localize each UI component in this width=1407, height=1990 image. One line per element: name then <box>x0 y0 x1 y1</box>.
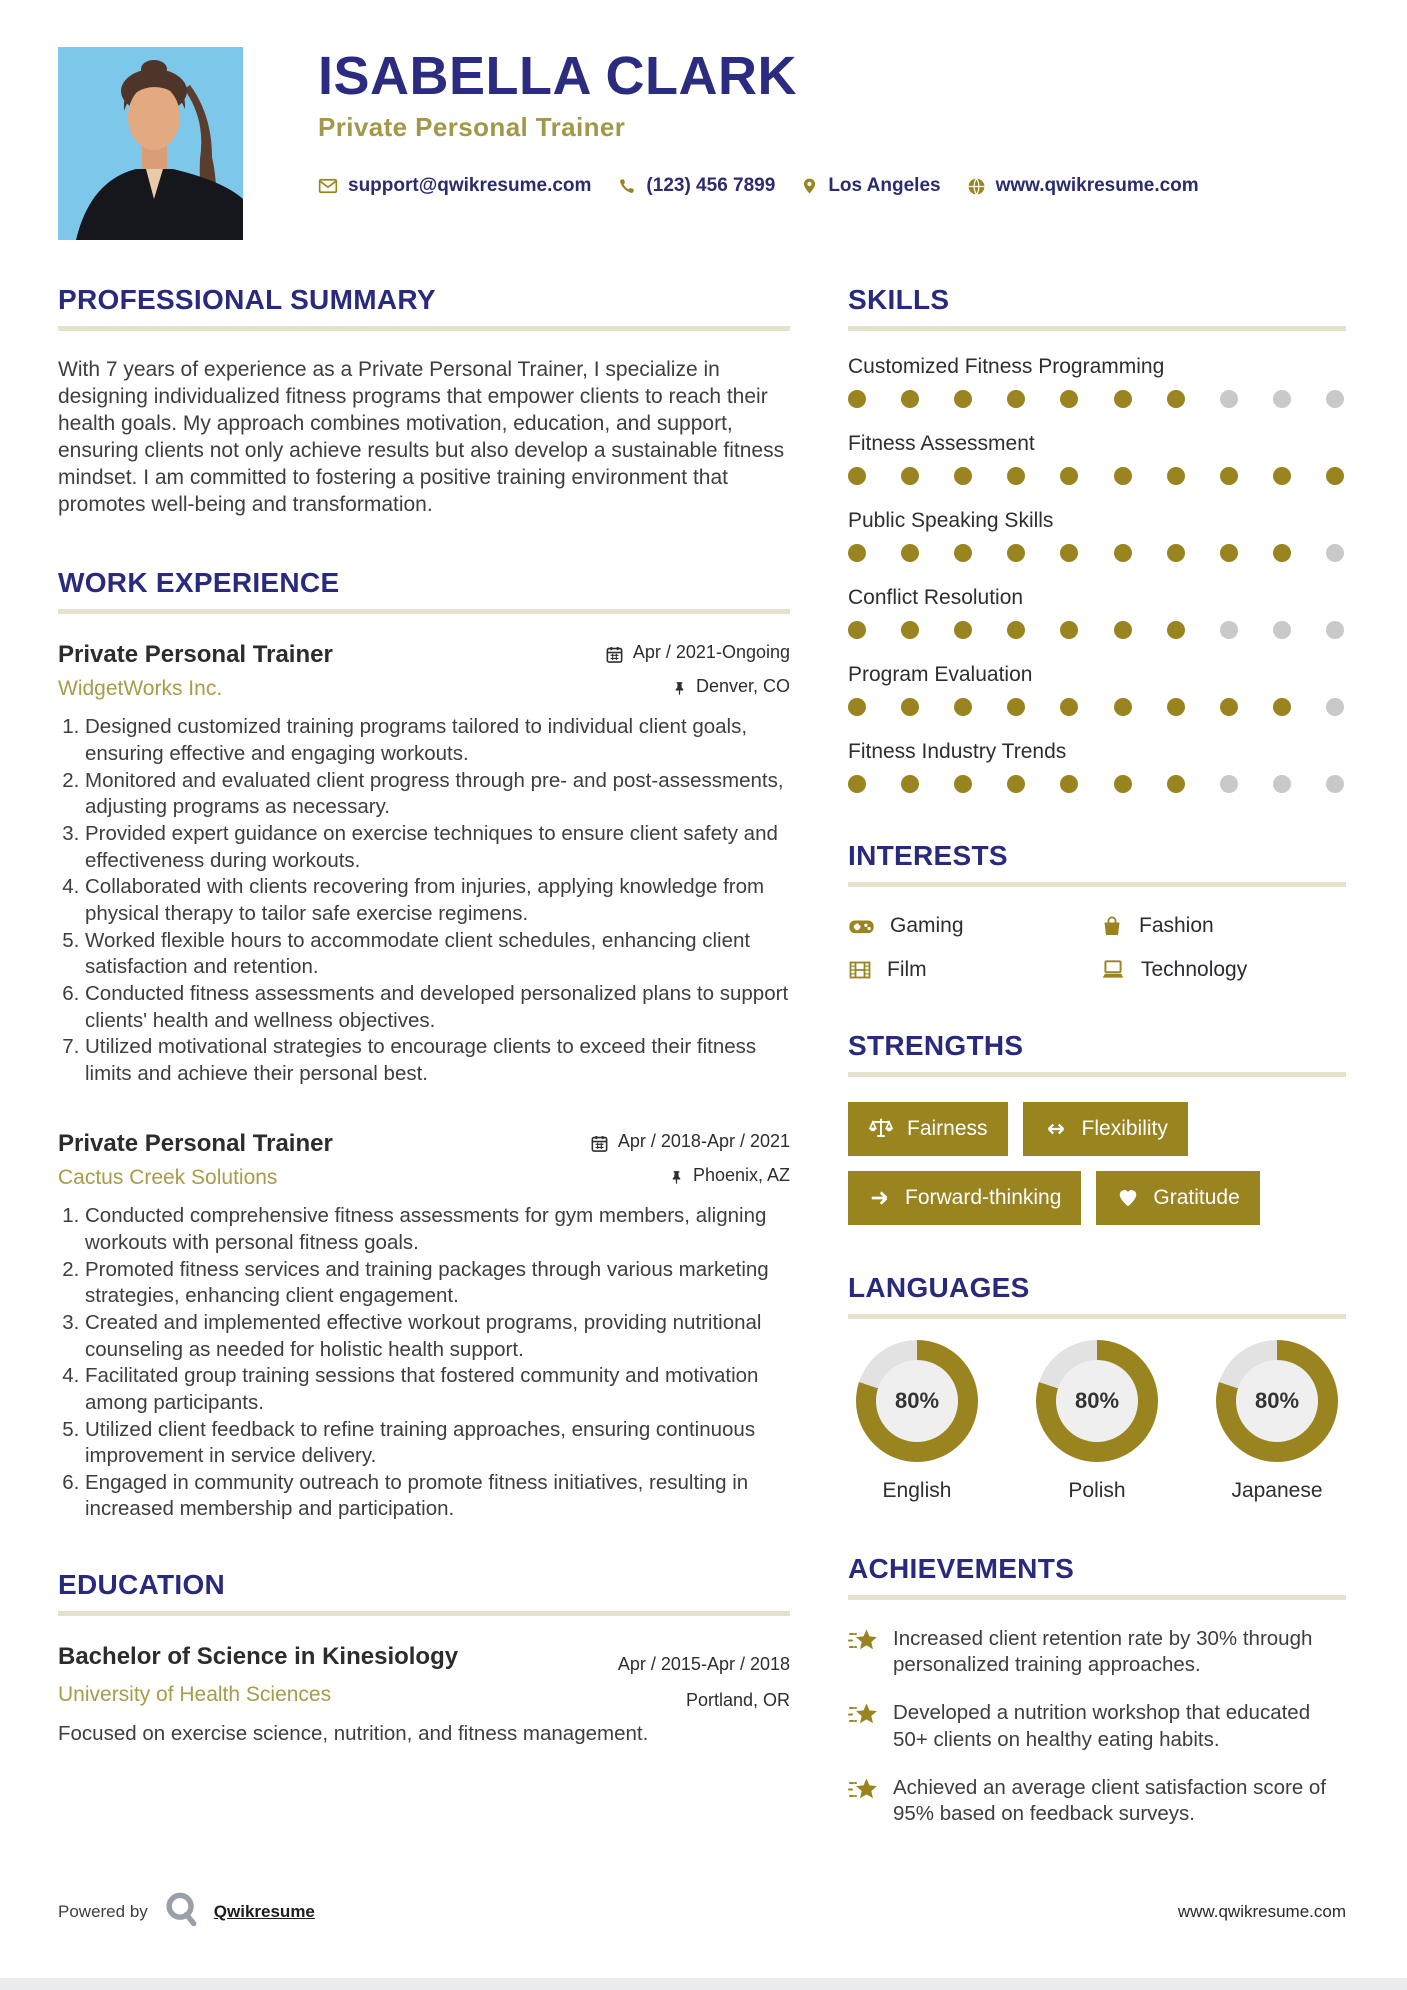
skill-dot-filled <box>848 390 866 408</box>
interest-item <box>1100 958 1346 982</box>
left-right-arrow-icon <box>1043 1118 1069 1140</box>
skill-item <box>848 509 1346 562</box>
skill-dot-filled <box>901 698 919 716</box>
job-bullet: 2. Monitored and evaluated client progress through pre- and post-assessments, adjusting programs as necessary. <box>85 768 790 821</box>
languages-heading: LANGUAGES <box>848 1272 1030 1303</box>
skill-rating <box>848 390 1346 408</box>
skill-item <box>848 355 1346 408</box>
contact-phone[interactable] <box>617 175 775 197</box>
skill-dot-empty <box>1273 621 1291 639</box>
film-icon <box>848 958 872 982</box>
company-name: WidgetWorks Inc. <box>58 677 223 701</box>
skill-dot-filled <box>1007 390 1025 408</box>
divider <box>848 1314 1346 1319</box>
powered-by-label: Powered by <box>58 1901 148 1921</box>
skill-dot-filled <box>1167 698 1185 716</box>
languages-list <box>848 1340 1346 1503</box>
skill-dot-filled <box>954 544 972 562</box>
contact-location-text: Los Angeles <box>828 175 941 196</box>
job-head <box>58 1130 790 1158</box>
languages-section <box>848 1272 1346 1503</box>
skills-list <box>848 355 1346 793</box>
language-percent: 80% <box>1056 1360 1138 1442</box>
laptop-icon <box>1100 958 1126 982</box>
strength-badge <box>848 1102 1008 1156</box>
language-donut <box>1216 1340 1338 1462</box>
strength-label: Fairness <box>907 1117 988 1140</box>
strength-badge <box>848 1171 1081 1225</box>
calendar-icon <box>605 645 624 664</box>
job-bullet: 4. Collaborated with clients recovering from injuries, applying knowledge from physical therapy to tailor safe exercise regimens. <box>85 874 790 927</box>
skill-dot-filled <box>848 698 866 716</box>
globe-icon <box>967 177 986 196</box>
skill-dot-empty <box>1326 621 1344 639</box>
education-dates <box>609 1654 790 1675</box>
strengths-section <box>848 1030 1346 1225</box>
skill-dot-filled <box>1060 621 1078 639</box>
skill-name: Conflict Resolution <box>848 586 1024 609</box>
skill-dot-empty <box>1273 390 1291 408</box>
school-name: University of Health Sciences <box>58 1682 332 1706</box>
job-location-text: Denver, CO <box>695 675 790 696</box>
skill-dot-filled <box>901 467 919 485</box>
skill-dot-filled <box>1007 775 1025 793</box>
skill-dot-empty <box>1220 390 1238 408</box>
job-bullet: 1. Designed customized training programs tailored to individual client goals, ensuring effective and engaging workouts. <box>85 714 790 767</box>
qwikresume-logo-icon <box>161 1889 201 1934</box>
strength-label: Flexibility <box>1081 1117 1168 1140</box>
language-donut <box>856 1340 978 1462</box>
skill-dot-empty <box>1220 621 1238 639</box>
job-location <box>672 676 790 697</box>
contact-row <box>318 175 1199 197</box>
language-name: Polish <box>1068 1479 1126 1502</box>
skill-dot-filled <box>848 544 866 562</box>
strengths-heading: STRENGTHS <box>848 1030 1024 1061</box>
skills-section <box>848 284 1346 793</box>
candidate-title: Private Personal Trainer <box>318 112 626 142</box>
achievement-text: Increased client retention rate by 30% through personalized training approaches. <box>893 1627 1313 1677</box>
job-bullet: 5. Worked flexible hours to accommodate client schedules, enhancing client satisfaction and retention. <box>85 928 790 981</box>
divider <box>58 326 790 331</box>
interests-section <box>848 840 1346 982</box>
skill-dot-empty <box>1273 775 1291 793</box>
skill-rating <box>848 467 1346 485</box>
skill-dot-filled <box>1060 390 1078 408</box>
skill-rating <box>848 698 1346 716</box>
divider <box>848 326 1346 331</box>
calendar-icon <box>590 1134 609 1153</box>
job-dates-text: Apr / 2018-Apr / 2021 <box>617 1131 790 1152</box>
skill-dot-filled <box>901 621 919 639</box>
right-column <box>848 284 1346 1827</box>
skill-dot-filled <box>1273 698 1291 716</box>
skill-dot-filled <box>954 390 972 408</box>
skill-item <box>848 663 1346 716</box>
phone-icon <box>617 177 636 196</box>
contact-location <box>801 175 940 197</box>
language-item <box>1036 1340 1158 1503</box>
strength-badge <box>1023 1102 1188 1156</box>
skill-dot-filled <box>1220 544 1238 562</box>
achievement-item <box>848 1700 1346 1752</box>
header <box>58 0 1348 240</box>
candidate-name: ISABELLA CLARK <box>318 46 797 106</box>
strengths-list <box>848 1102 1346 1225</box>
interest-label: Film <box>887 958 927 981</box>
skill-dot-filled <box>1060 544 1078 562</box>
strength-badge <box>1096 1171 1259 1225</box>
language-percent: 80% <box>1236 1360 1318 1442</box>
contact-email[interactable] <box>318 175 591 197</box>
achievements-list <box>848 1626 1346 1827</box>
education-description: Focused on exercise science, nutrition, and fitness management. <box>58 1722 649 1746</box>
job-location <box>669 1165 790 1186</box>
star-icon <box>848 1628 878 1678</box>
star-icon <box>848 1702 878 1752</box>
header-text <box>318 47 1199 240</box>
interests-list <box>848 914 1346 982</box>
job-subhead <box>58 669 790 701</box>
skill-dot-filled <box>901 390 919 408</box>
interest-label: Gaming <box>890 914 964 937</box>
summary-heading: PROFESSIONAL SUMMARY <box>58 284 436 315</box>
qwikresume-link[interactable]: Qwikresume <box>213 1901 315 1921</box>
portrait-illustration <box>58 47 243 240</box>
job-location-text: Phoenix, AZ <box>692 1164 790 1185</box>
skill-dot-filled <box>901 775 919 793</box>
language-percent: 80% <box>876 1360 958 1442</box>
job-dates <box>605 642 790 663</box>
skill-dot-filled <box>1167 544 1185 562</box>
job-bullet: 3. Provided expert guidance on exercise techniques to ensure client safety and effectiveness during workouts. <box>85 821 790 874</box>
skill-name: Fitness Assessment <box>848 432 1035 455</box>
jobs-list <box>58 641 790 1523</box>
bottom-strip <box>0 1978 1407 1990</box>
skill-name: Customized Fitness Programming <box>848 355 1165 378</box>
education-dates-text: Apr / 2015-Apr / 2018 <box>617 1653 790 1674</box>
divider <box>848 882 1346 887</box>
skill-dot-filled <box>1326 467 1344 485</box>
location-pin-icon <box>801 176 818 196</box>
email-icon <box>318 176 338 196</box>
skill-dot-filled <box>1220 698 1238 716</box>
skill-dot-filled <box>1114 621 1132 639</box>
skill-dot-filled <box>901 544 919 562</box>
job-subhead <box>58 1158 790 1190</box>
skill-item <box>848 740 1346 793</box>
interest-item <box>848 914 1100 938</box>
strength-label: Forward-thinking <box>905 1186 1062 1209</box>
skill-dot-filled <box>1114 775 1132 793</box>
skill-dot-filled <box>1060 698 1078 716</box>
scales-icon <box>868 1116 894 1142</box>
skill-dot-filled <box>1060 775 1078 793</box>
degree-title: Bachelor of Science in Kinesiology <box>58 1643 459 1671</box>
skill-dot-filled <box>1220 467 1238 485</box>
skill-dot-filled <box>1114 390 1132 408</box>
contact-email-text: support@qwikresume.com <box>348 175 592 196</box>
job-head <box>58 641 790 669</box>
summary-text: With 7 years of experience as a Private Personal Trainer, I specialize in designing individualized fitness programs that empower clients to reach their health goals. My approach combines motivation, education, and support, ensuring clients not only achieve results but also develop a sustainable fitness mindset. I am committed to fostering a positive training environment that promotes well-being and transformation. <box>58 358 785 517</box>
experience-heading: WORK EXPERIENCE <box>58 567 340 599</box>
interest-label: Fashion <box>1139 914 1214 937</box>
skill-dot-filled <box>1007 544 1025 562</box>
skill-dot-filled <box>954 775 972 793</box>
star-icon <box>848 1777 878 1827</box>
skill-dot-filled <box>1167 621 1185 639</box>
skill-dot-empty <box>1326 544 1344 562</box>
pushpin-icon <box>672 679 687 697</box>
interest-label: Technology <box>1141 958 1248 981</box>
skill-dot-filled <box>954 621 972 639</box>
job-entry <box>58 641 790 1087</box>
job-entry <box>58 1130 790 1523</box>
job-bullet: 4. Facilitated group training sessions that fostered community and motivation among participants. <box>85 1363 790 1416</box>
achievements-heading: ACHIEVEMENTS <box>848 1553 1075 1584</box>
divider <box>58 1611 790 1616</box>
skill-dot-filled <box>1114 467 1132 485</box>
interests-heading: INTERESTS <box>848 840 1008 871</box>
skill-dot-filled <box>1167 467 1185 485</box>
skill-dot-filled <box>848 775 866 793</box>
job-bullet: 7. Utilized motivational strategies to encourage clients to exceed their fitness limits and achieve their personal best. <box>85 1034 790 1087</box>
achievement-text: Developed a nutrition workshop that educated 50+ clients on healthy eating habits. <box>893 1701 1311 1751</box>
skill-dot-filled <box>954 467 972 485</box>
skill-dot-filled <box>1114 544 1132 562</box>
skill-dot-empty <box>1326 390 1344 408</box>
language-donut <box>1036 1340 1158 1462</box>
pushpin-icon <box>669 1168 684 1186</box>
language-name: English <box>882 1479 952 1502</box>
language-item <box>856 1340 978 1503</box>
skill-dot-empty <box>1326 775 1344 793</box>
job-bullet: 6. Conducted fitness assessments and developed personalized plans to support clients' health and wellness objectives. <box>85 981 790 1034</box>
contact-website[interactable] <box>967 175 1199 197</box>
language-item <box>1216 1340 1338 1503</box>
job-dates-text: Apr / 2021-Ongoing <box>632 642 790 663</box>
achievement-item <box>848 1626 1346 1678</box>
job-bullets <box>58 1203 790 1523</box>
skills-heading: SKILLS <box>848 284 950 315</box>
job-bullet: 2. Promoted fitness services and training packages through various marketing strategies, enhancing client engagement. <box>85 1257 790 1310</box>
skill-dot-filled <box>1007 621 1025 639</box>
skill-dot-filled <box>1007 467 1025 485</box>
education-location <box>677 1690 790 1711</box>
job-bullets <box>58 714 790 1087</box>
job-dates <box>590 1131 790 1152</box>
education-heading: EDUCATION <box>58 1569 226 1601</box>
skill-dot-filled <box>954 698 972 716</box>
achievement-item <box>848 1775 1346 1827</box>
interest-item <box>1100 914 1346 938</box>
contact-phone-text: (123) 456 7899 <box>646 175 776 196</box>
skill-rating <box>848 544 1346 562</box>
company-name: Cactus Creek Solutions <box>58 1166 278 1190</box>
job-title: Private Personal Trainer <box>58 1130 333 1158</box>
job-bullet: 5. Utilized client feedback to refine training approaches, ensuring continuous improvement in service delivery. <box>85 1417 790 1470</box>
skill-dot-empty <box>1326 698 1344 716</box>
footer-website-link[interactable]: www.qwikresume.com <box>1177 1901 1346 1921</box>
skill-item <box>848 586 1346 639</box>
skill-rating <box>848 775 1346 793</box>
profile-photo <box>58 47 243 240</box>
skill-dot-filled <box>1273 467 1291 485</box>
skill-rating <box>848 621 1346 639</box>
skill-dot-filled <box>1114 698 1132 716</box>
contact-website-text: www.qwikresume.com <box>995 175 1199 196</box>
divider <box>58 609 790 614</box>
skill-dot-filled <box>1007 698 1025 716</box>
powered-by <box>58 1889 315 1934</box>
skill-dot-filled <box>1167 390 1185 408</box>
skill-dot-filled <box>1060 467 1078 485</box>
summary-section <box>58 284 790 518</box>
education-section <box>58 1569 790 1746</box>
right-arrow-icon <box>868 1187 892 1209</box>
job-bullet: 3. Created and implemented effective workout programs, providing nutritional counseling as needed for holistic health support. <box>85 1310 790 1363</box>
divider <box>848 1072 1346 1077</box>
footer <box>58 1889 1346 1934</box>
job-title: Private Personal Trainer <box>58 641 333 669</box>
skill-dot-filled <box>848 467 866 485</box>
skill-name: Fitness Industry Trends <box>848 740 1067 763</box>
shopping-bag-icon <box>1100 914 1124 938</box>
education-location-text: Portland, OR <box>685 1690 790 1711</box>
skill-name: Public Speaking Skills <box>848 509 1054 532</box>
gamepad-icon <box>848 915 875 937</box>
skill-name: Program Evaluation <box>848 663 1033 686</box>
job-bullet: 1. Conducted comprehensive fitness assessments for gym members, aligning workouts with personal fitness goals. <box>85 1203 790 1256</box>
language-name: Japanese <box>1231 1479 1323 1502</box>
strength-label: Gratitude <box>1153 1186 1240 1209</box>
interest-item <box>848 958 1100 982</box>
divider <box>848 1595 1346 1600</box>
skill-dot-empty <box>1220 775 1238 793</box>
skill-dot-filled <box>848 621 866 639</box>
skill-item <box>848 432 1346 485</box>
education-entry <box>58 1643 790 1746</box>
left-column <box>58 284 790 1827</box>
job-bullet: 6. Engaged in community outreach to promote fitness initiatives, resulting in increased membership and participation. <box>85 1470 790 1523</box>
achievements-section <box>848 1553 1346 1827</box>
heart-icon <box>1116 1187 1140 1209</box>
skill-dot-filled <box>1167 775 1185 793</box>
skill-dot-filled <box>1273 544 1291 562</box>
achievement-text: Achieved an average client satisfaction score of 95% based on feedback surveys. <box>893 1775 1327 1826</box>
experience-section <box>58 567 790 1523</box>
